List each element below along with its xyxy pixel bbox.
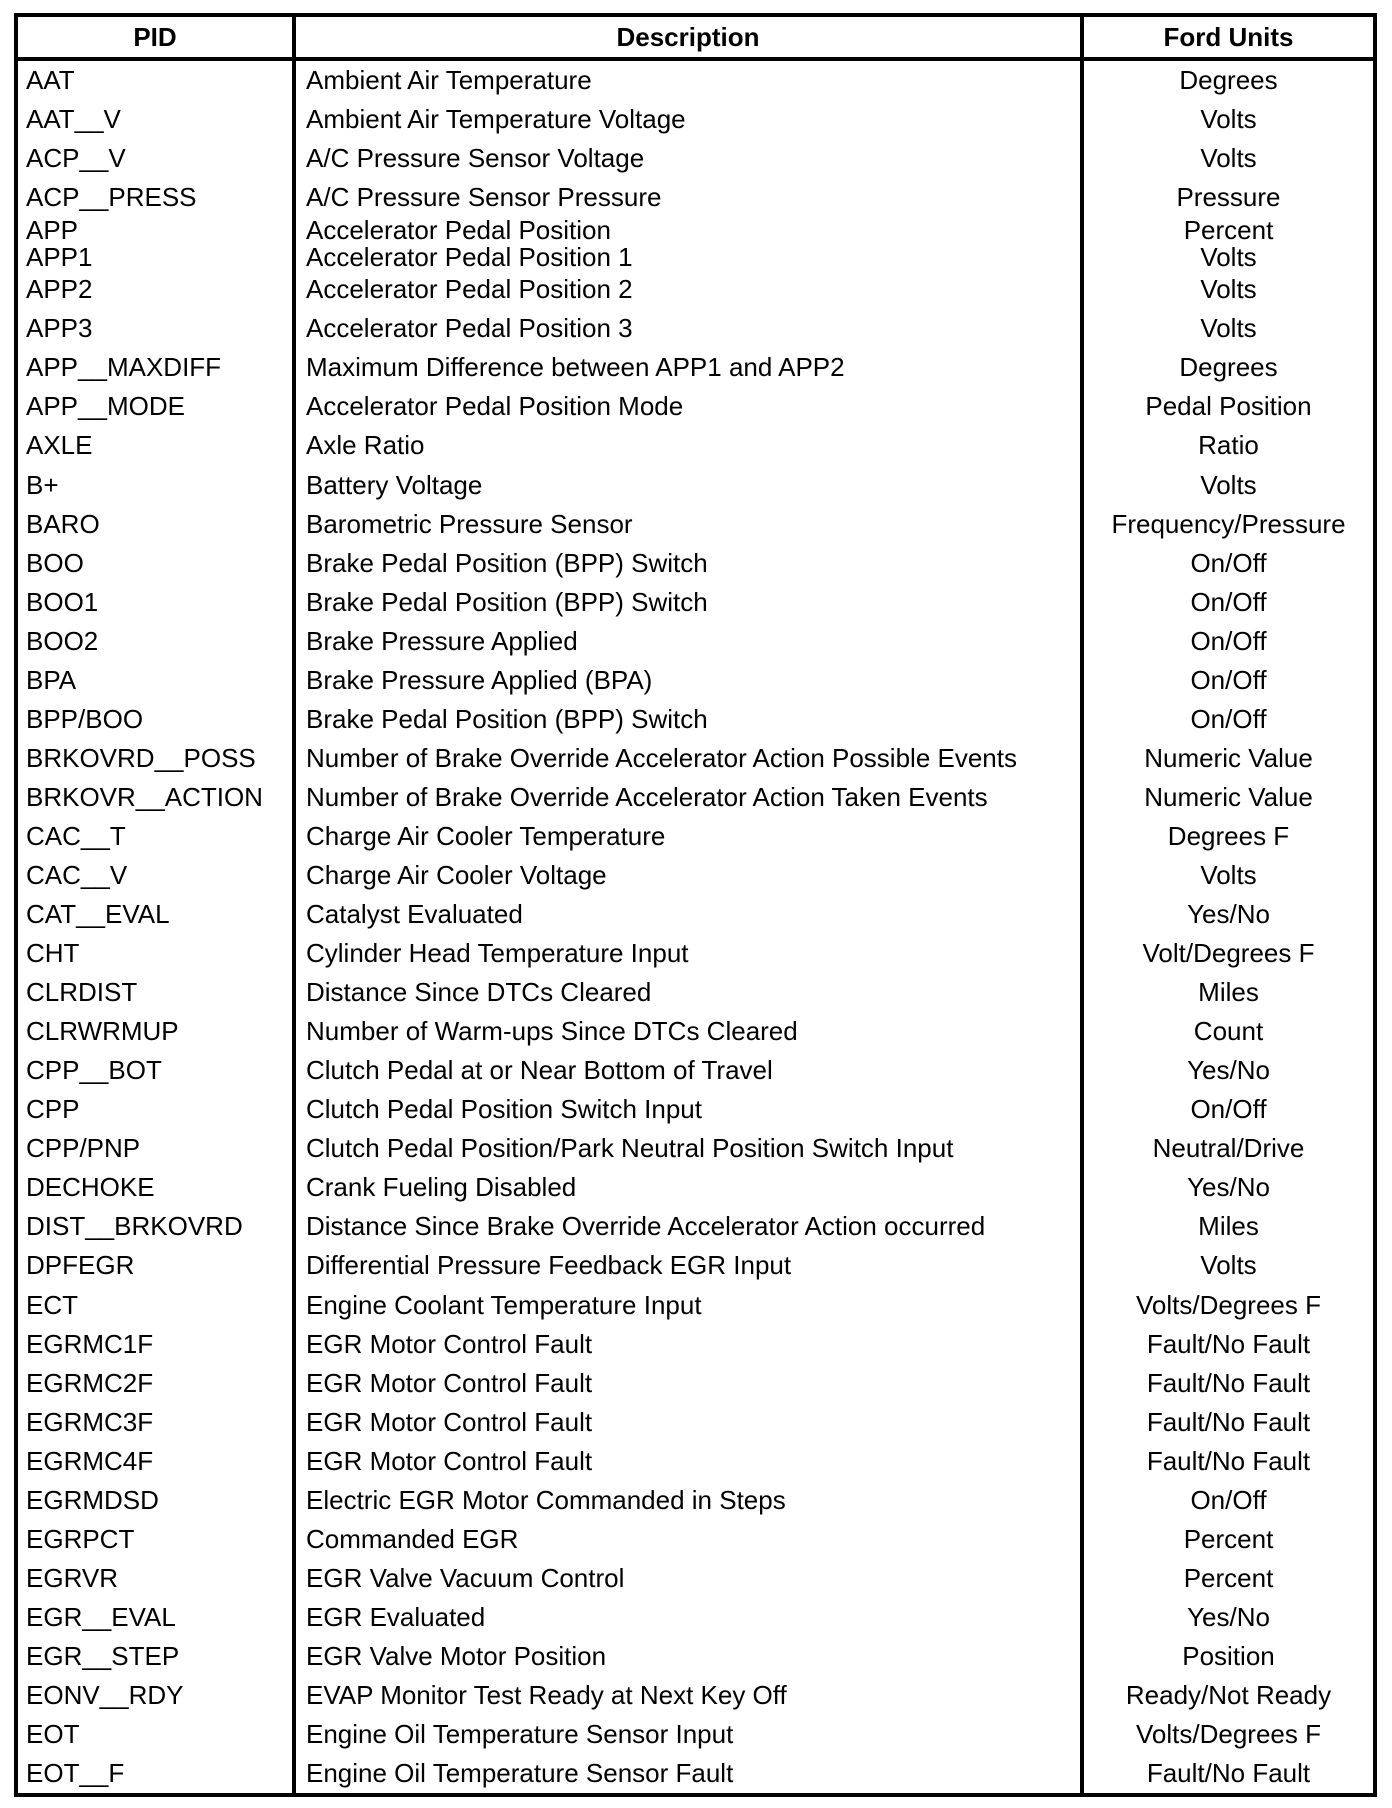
units-cell: Pedal Position — [1080, 387, 1373, 426]
pid-cell: APP__MAXDIFF — [26, 352, 222, 383]
table-row — [18, 973, 1373, 1012]
description-cell: A/C Pressure Sensor Pressure — [292, 178, 1080, 217]
table-row — [18, 1403, 1373, 1442]
units-cell: Degrees — [1080, 348, 1373, 387]
pid-cell: APP1 — [26, 243, 93, 271]
units-cell: Numeric Value — [1080, 778, 1373, 817]
pid-cell: BRKOVRD__POSS — [26, 742, 256, 773]
description-cell: Accelerator Pedal Position 2 — [292, 270, 1080, 309]
units-cell: Position — [1080, 1637, 1373, 1676]
pid-cell: DECHOKE — [26, 1172, 155, 1203]
description-cell: Maximum Difference between APP1 and APP2 — [292, 348, 1080, 387]
description-cell: Brake Pedal Position (BPP) Switch — [292, 583, 1080, 622]
pid-cell: AXLE — [26, 430, 93, 461]
table-row — [18, 1715, 1373, 1754]
pid-cell: BOO1 — [26, 586, 99, 617]
table-row — [18, 1676, 1373, 1715]
description-cell: Charge Air Cooler Temperature — [292, 817, 1080, 856]
description-cell: EGR Motor Control Fault — [292, 1403, 1080, 1442]
pid-cell: EGRMC2F — [26, 1367, 154, 1398]
description-cell: Barometric Pressure Sensor — [292, 505, 1080, 544]
units-cell: Numeric Value — [1080, 739, 1373, 778]
table-row — [18, 739, 1373, 778]
table-row — [18, 583, 1373, 622]
units-cell: Yes/No — [1080, 1051, 1373, 1090]
units-cell: Volts — [1080, 466, 1373, 505]
description-cell: Electric EGR Motor Commanded in Steps — [292, 1481, 1080, 1520]
pid-cell: BPP/BOO — [26, 703, 144, 734]
table-row — [18, 348, 1373, 387]
description-cell: EGR Valve Motor Position — [292, 1637, 1080, 1676]
units-cell: Neutral/Drive — [1080, 1129, 1373, 1168]
description-cell: Accelerator Pedal Position 3 — [292, 309, 1080, 348]
table-row — [18, 1246, 1373, 1285]
pid-cell: APP2 — [26, 274, 93, 305]
description-cell: Distance Since DTCs Cleared — [292, 973, 1080, 1012]
pid-cell: EGRMC4F — [26, 1445, 154, 1476]
units-cell: Count — [1080, 1012, 1373, 1051]
units-cell: Fault/No Fault — [1080, 1364, 1373, 1403]
units-cell: Fault/No Fault — [1080, 1403, 1373, 1442]
table-row — [18, 1637, 1373, 1676]
units-cell: Percent — [1080, 1520, 1373, 1559]
units-cell: Pressure — [1080, 178, 1373, 217]
table-row — [18, 1442, 1373, 1481]
description-cell: EGR Valve Vacuum Control — [292, 1559, 1080, 1598]
pid-cell: EGRPCT — [26, 1523, 135, 1554]
description-cell: EGR Motor Control Fault — [292, 1364, 1080, 1403]
description-cell: Brake Pressure Applied (BPA) — [292, 661, 1080, 700]
table-row — [18, 817, 1373, 856]
table-row — [18, 700, 1373, 739]
units-cell: On/Off — [1080, 544, 1373, 583]
units-cell: Degrees F — [1080, 817, 1373, 856]
table-row — [18, 1520, 1373, 1559]
description-cell: Number of Brake Override Accelerator Action Possible Events — [292, 739, 1080, 778]
units-cell: On/Off — [1080, 583, 1373, 622]
description-cell: Accelerator Pedal Position Mode — [292, 387, 1080, 426]
table-row — [18, 895, 1373, 934]
table-row — [18, 1129, 1373, 1168]
units-cell: Miles — [1080, 973, 1373, 1012]
units-cell: On/Off — [1080, 1481, 1373, 1520]
description-cell: Cylinder Head Temperature Input — [292, 934, 1080, 973]
description-cell: Ambient Air Temperature — [292, 61, 1080, 100]
units-cell: Volts — [1080, 270, 1373, 309]
units-cell: Degrees — [1080, 61, 1373, 100]
pid-cell: APP — [26, 217, 79, 244]
pid-cell: CAC__V — [26, 860, 128, 890]
pid-cell: EGR__STEP — [26, 1640, 180, 1671]
units-cell: Ready/Not Ready — [1080, 1676, 1373, 1715]
table-row — [18, 1090, 1373, 1129]
units-cell: On/Off — [1080, 1090, 1373, 1129]
description-cell: Clutch Pedal at or Near Bottom of Travel — [292, 1051, 1080, 1090]
description-cell: Number of Warm-ups Since DTCs Cleared — [292, 1012, 1080, 1051]
table-row — [18, 622, 1373, 661]
pid-cell: DPFEGR — [26, 1250, 135, 1281]
pid-cell: ACP__V — [26, 143, 126, 174]
table-row — [18, 934, 1373, 973]
pid-cell: BRKOVR__ACTION — [26, 781, 263, 812]
pid-cell: ACP__PRESS — [26, 182, 197, 213]
description-cell: EGR Evaluated — [292, 1598, 1080, 1637]
table-row — [18, 100, 1373, 139]
pid-cell: CPP — [26, 1094, 80, 1125]
table-header-row — [18, 17, 1373, 61]
pid-cell: AAT — [26, 65, 75, 96]
table-body — [18, 61, 1373, 1793]
table-row — [18, 1325, 1373, 1364]
units-cell: Yes/No — [1080, 895, 1373, 934]
units-cell: Yes/No — [1080, 1598, 1373, 1637]
pid-cell: CPP/PNP — [26, 1133, 141, 1164]
description-cell: Differential Pressure Feedback EGR Input — [292, 1246, 1080, 1285]
description-cell: Charge Air Cooler Voltage — [292, 856, 1080, 895]
pid-cell: EGR__EVAL — [26, 1601, 176, 1632]
header-cell-units: Ford Units — [1080, 17, 1373, 57]
table-row — [18, 270, 1373, 309]
units-cell: Volts — [1080, 100, 1373, 139]
units-cell: Volts — [1080, 139, 1373, 178]
table-row — [18, 1754, 1373, 1793]
header-cell-description: Description — [292, 17, 1080, 57]
pid-cell: CHT — [26, 938, 80, 969]
description-cell: Catalyst Evaluated — [292, 895, 1080, 934]
units-cell: On/Off — [1080, 700, 1373, 739]
description-cell: Engine Oil Temperature Sensor Input — [292, 1715, 1080, 1754]
pid-cell: ECT — [26, 1289, 78, 1320]
pid-cell: CLRDIST — [26, 977, 138, 1008]
table-row — [18, 217, 1373, 244]
units-cell: Percent — [1080, 217, 1373, 244]
units-cell: Volts — [1080, 309, 1373, 348]
description-cell: Clutch Pedal Position Switch Input — [292, 1090, 1080, 1129]
units-cell: Volts/Degrees F — [1080, 1286, 1373, 1325]
pid-cell: EONV__RDY — [26, 1679, 184, 1710]
table-row — [18, 1286, 1373, 1325]
description-cell: Clutch Pedal Position/Park Neutral Position Switch Input — [292, 1129, 1080, 1168]
table-row — [18, 426, 1373, 465]
units-cell: Frequency/Pressure — [1080, 505, 1373, 544]
table-row — [18, 466, 1373, 505]
table-row — [18, 61, 1373, 100]
description-cell: EVAP Monitor Test Ready at Next Key Off — [292, 1676, 1080, 1715]
table-row — [18, 1051, 1373, 1090]
units-cell: On/Off — [1080, 661, 1373, 700]
units-cell: Fault/No Fault — [1080, 1325, 1373, 1364]
description-cell: Ambient Air Temperature Voltage — [292, 100, 1080, 139]
table-row — [18, 387, 1373, 426]
pid-cell: BPA — [26, 664, 77, 695]
units-cell: Volts — [1080, 1246, 1373, 1285]
pid-cell: EGRMDSD — [26, 1484, 159, 1515]
table-row — [18, 139, 1373, 178]
pid-cell: EGRMC3F — [26, 1406, 154, 1437]
description-cell: A/C Pressure Sensor Voltage — [292, 139, 1080, 178]
description-cell: Number of Brake Override Accelerator Action Taken Events — [292, 778, 1080, 817]
table-row — [18, 778, 1373, 817]
table-row — [18, 1481, 1373, 1520]
units-cell: Ratio — [1080, 426, 1373, 465]
units-cell: Miles — [1080, 1207, 1373, 1246]
pid-cell: CLRWRMUP — [26, 1016, 179, 1047]
description-cell: Battery Voltage — [292, 466, 1080, 505]
table-row — [18, 1598, 1373, 1637]
header-cell-pid: PID — [133, 21, 177, 52]
description-cell: Distance Since Brake Override Accelerator Action occurred — [292, 1207, 1080, 1246]
description-cell: Brake Pedal Position (BPP) Switch — [292, 700, 1080, 739]
pid-cell: EOT — [26, 1719, 80, 1750]
description-cell: Brake Pedal Position (BPP) Switch — [292, 544, 1080, 583]
description-cell: Commanded EGR — [292, 1520, 1080, 1559]
pid-cell: BOO — [26, 547, 84, 578]
units-cell: Yes/No — [1080, 1168, 1373, 1207]
table-row — [18, 244, 1373, 271]
description-cell: Engine Coolant Temperature Input — [292, 1286, 1080, 1325]
units-cell: Volts — [1080, 244, 1373, 271]
units-cell: Fault/No Fault — [1080, 1442, 1373, 1481]
table-row — [18, 505, 1373, 544]
pid-cell: APP__MODE — [26, 391, 185, 422]
description-cell: Crank Fueling Disabled — [292, 1168, 1080, 1207]
table-row — [18, 1364, 1373, 1403]
pid-cell: EGRVR — [26, 1562, 118, 1593]
pid-cell: BARO — [26, 508, 100, 539]
description-cell: EGR Motor Control Fault — [292, 1442, 1080, 1481]
description-cell: Engine Oil Temperature Sensor Fault — [292, 1754, 1080, 1793]
pid-cell: CPP__BOT — [26, 1055, 162, 1086]
pid-cell: CAC__T — [26, 820, 126, 851]
description-cell: Accelerator Pedal Position — [292, 217, 1080, 244]
units-cell: Volt/Degrees F — [1080, 934, 1373, 973]
description-cell: Brake Pressure Applied — [292, 622, 1080, 661]
units-cell: Percent — [1080, 1559, 1373, 1598]
pid-reference-table — [14, 13, 1377, 1797]
description-cell: Axle Ratio — [292, 426, 1080, 465]
table-row — [18, 856, 1373, 895]
pid-cell: EGRMC1F — [26, 1328, 154, 1359]
table-row — [18, 309, 1373, 348]
units-cell: On/Off — [1080, 622, 1373, 661]
units-cell: Volts — [1080, 856, 1373, 895]
table-row — [18, 1168, 1373, 1207]
pid-cell: AAT__V — [26, 104, 121, 135]
description-cell: Accelerator Pedal Position 1 — [292, 244, 1080, 271]
table-row — [18, 1207, 1373, 1246]
units-cell: Fault/No Fault — [1080, 1754, 1373, 1793]
pid-cell: DIST__BRKOVRD — [26, 1211, 243, 1242]
table-row — [18, 1559, 1373, 1598]
table-row — [18, 544, 1373, 583]
pid-cell: APP3 — [26, 313, 93, 344]
table-row — [18, 178, 1373, 217]
table-row — [18, 661, 1373, 700]
pid-cell: CAT__EVAL — [26, 899, 170, 930]
units-cell: Volts/Degrees F — [1080, 1715, 1373, 1754]
table-row — [18, 1012, 1373, 1051]
pid-cell: EOT__F — [26, 1758, 125, 1789]
description-cell: EGR Motor Control Fault — [292, 1325, 1080, 1364]
pid-cell: BOO2 — [26, 625, 99, 656]
pid-cell: B+ — [26, 469, 59, 500]
